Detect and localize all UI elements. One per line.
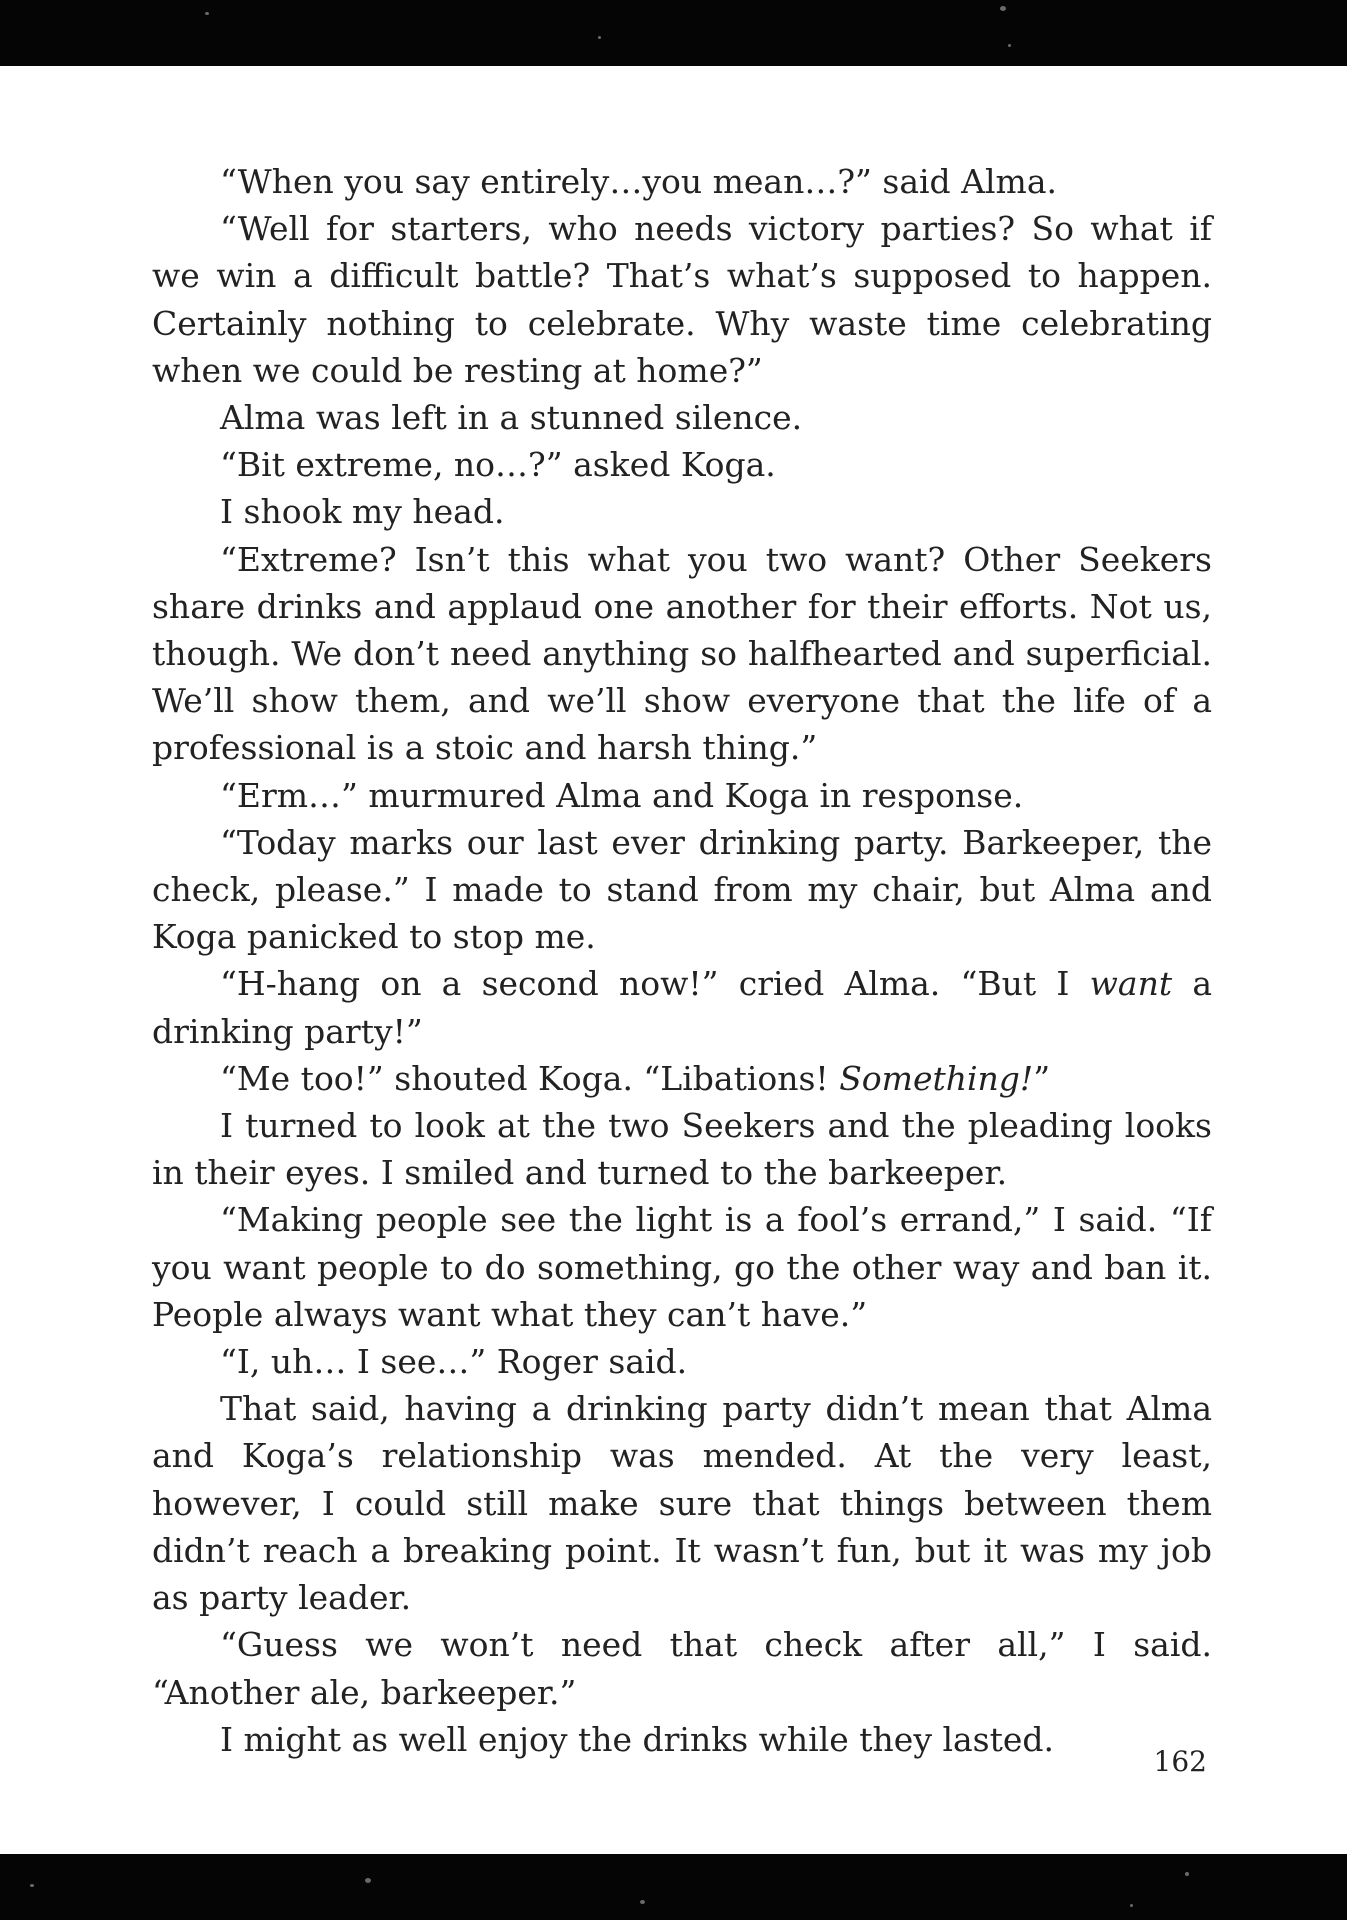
paragraph: I turned to look at the two Seekers and the pleading looks in their eyes. I smiled and turned to the barkeeper. (152, 1106, 1212, 1193)
paragraph: “Erm…” murmured Alma and Koga in response. (220, 775, 1024, 815)
top-scan-border (0, 0, 1347, 66)
scan-speck (640, 1900, 645, 1904)
paragraph-text: “H-hang on a second now!” cried Alma. “But I (220, 964, 1090, 1004)
scan-speck (205, 12, 209, 15)
paragraph (152, 960, 1212, 1054)
paragraph: “When you say entirely…you mean…?” said Alma. (220, 162, 1058, 201)
scan-speck (1008, 44, 1011, 47)
paragraph (152, 1055, 1212, 1102)
paragraph-text: a drinking party!” (152, 964, 1212, 1051)
paragraph: “Bit extreme, no…?” asked Koga. (220, 445, 776, 485)
scan-speck (1185, 1872, 1189, 1876)
body-text (152, 158, 1212, 1763)
paragraph: “Extreme? Isn’t this what you two want? Other Seekers share drinks and applaud one another for their efforts. Not us, though. We don’t need anything so halfhearted and superficial. We’ll show them, and we’ll show everyone that the life of a professional is a stoic and harsh thing.” (152, 539, 1212, 768)
paragraph: I might as well enjoy the drinks while they lasted. (220, 1719, 1055, 1759)
page-number: 162 (1153, 1745, 1207, 1778)
paragraph-text: “Me too!” shouted Koga. “Libations! (220, 1058, 840, 1098)
scan-speck (598, 36, 601, 39)
paragraph: That said, having a drinking party didn’t mean that Alma and Koga’s relationship was mended. At the very least, however, I could still make sure that things between them didn’t reach a breaking point. It wasn’t fun, but it was my job as party leader. (152, 1389, 1212, 1618)
paragraph: I shook my head. (220, 492, 505, 532)
paragraph: “Making people see the light is a fool’s errand,” I said. “If you want people to do something, go the other way and ban it. People always want what they can’t have.” (152, 1200, 1212, 1334)
paragraph: “Today marks our last ever drinking party. Barkeeper, the check, please.” I made to stand from my chair, but Alma and Koga panicked to stop me. (152, 822, 1212, 957)
scan-speck (30, 1884, 34, 1887)
scan-speck (1130, 1904, 1133, 1907)
scan-speck (365, 1878, 371, 1883)
paragraph: “Guess we won’t need that check after all,” I said. “Another ale, barkeeper.” (152, 1625, 1212, 1712)
italic-emphasis: want (1089, 964, 1173, 1004)
paragraph: “I, uh… I see…” Roger said. (220, 1342, 688, 1382)
italic-emphasis: Something! (839, 1058, 1034, 1098)
paragraph: Alma was left in a stunned silence. (220, 398, 803, 438)
bottom-scan-border (0, 1854, 1347, 1920)
scan-speck (1000, 6, 1006, 11)
paragraph-text: ” (1033, 1058, 1051, 1098)
paragraph: “Well for starters, who needs victory parties? So what if we win a difficult battle? That’s what’s supposed to happen. Certainly nothing to celebrate. Why waste time celebrating when we could be resting at home?” (152, 209, 1212, 390)
